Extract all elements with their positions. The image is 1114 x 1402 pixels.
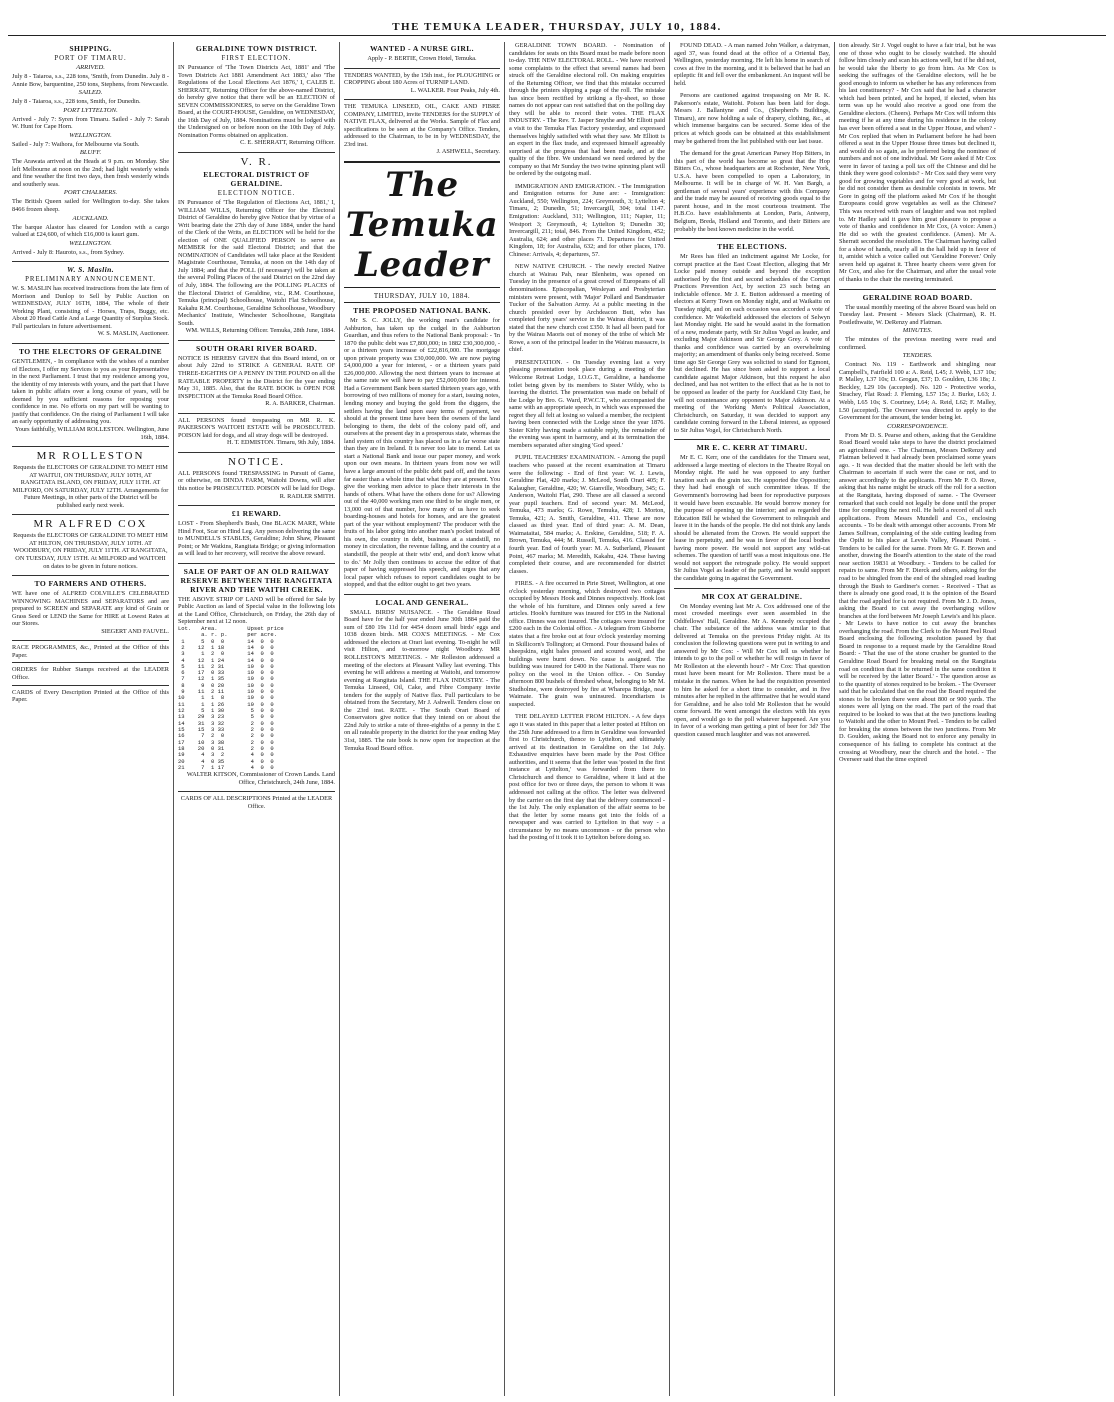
lyttelton-label: PORT LYTTELTON. [63, 106, 118, 114]
page-header [8, 14, 1106, 36]
geraldine-text: IN Pursuance of 'The Town Districts Act, 1881' and 'The Town Districts Act 1881 Amendment Act 1883,' also 'The Regulations of the Local Elections Act 1876,' I, CALEB E. SHERRATT, Returning Officer for the above-named District, do hereby give notice that there will be an ELECTION of SEVEN COMMISSIONERS, to serve on the Geraldine Town Board, at the COURT-HOUSE, Geraldine, on WEDNESDAY, the 16th Day of July, 1884. Nominations must be lodged with the Undersigned on or before noon on the 10th Day of July. Nomination Forms obtained on application. [178, 64, 335, 139]
lyttelton-text: Arrived - July 7: Syren from Timaru. Sailed - July 7: Sarah W. Hunt for Cape Horn. [12, 115, 169, 131]
divider [178, 452, 335, 453]
cox-article [674, 592, 830, 739]
geraldine-signature: C. E. SHERRATT, Returning Officer. [240, 139, 335, 147]
letter-item: THE DELAYED LETTER FROM HILTON. - A few days ago it was stated in this paper that a letter posted at Hilton on the 25th June addressed to a firm in Geraldine was forwarded first to Christchurch, thence to Lyttelton, and ultimately arrived at its destination in Geraldine on the 1st July. Exhaustive enquiries have been made by the Post Office authorities, and it seems that the letter was 'posted in the first instance at Lyttelton,' was forwarded from there to Christchurch and thence to Geraldine, where it laid at the post office for two or three days, the person to whom it was addressed not calling at the office. The letter was delivered by the carrier on the first day that the delivery commenced - the 1st July. The only explanation of the affair seems to be that the letter by some means got into the folds of a newspaper and was carried to Lyttelton in that way - a circumstance by no means uncommon - or the person who had the posting of it took it to Lyttelton before doing so. [509, 713, 665, 842]
divider [178, 413, 335, 414]
maslin-title: W. S. Maslin. [66, 265, 115, 275]
church-item: NEW NATIVE CHURCH. - The newly erected Native church at Wairau Pah, near Blenheim, was opened on Tuesday in the presence of a great crowd of Europeans of all denominations. Episcopalian, Wesleyan and Presbyterian ministers were present, with 'Major' Pollard and Bandmaster Tucker of the Salvation Army. At a public meeting in the church presided over by Archdeacon Butt, who has completed forty years' service in the Wairau district, it was stated that the new church cost £350. It had all been paid for by the Wairau Maoris out of money of the tribe of which Mr Rowe, a son of the principal leader in the Wairau massacre, is chief. [509, 263, 665, 354]
ploughing-signature: L. WALKER. Four Peaks, July 4th. [410, 86, 500, 94]
shipping-section [12, 44, 169, 256]
electoral-notice [178, 156, 335, 335]
persons-item: Persons are cautioned against trespassing on Mr R. K. Pakerson's estate, Waitohi. Poison has been laid for dogs. Messrs J. Ballantyne and Co., (Shepherd's Buildings, Timaru), are now holding a sale of drapery, clothing, &c., at which immense bargains can be secured. Some idea of the prices at which goods can be obtained at this establishment may be gathered from the list published with our last issue. [674, 92, 830, 145]
divider [674, 588, 830, 589]
electors-text: GENTLEMEN, - In compliance with the wishes of a number of Electors, I offer my Services to you as your Representative in the next Parliament. I trust that my residence among you, the identity of my interests with yours, and the part that I have taken in public affairs over a long course of years, will be deemed by you sufficient reasons for reposing your confidence in me. No efforts on my part will be wanting to justify that confidence. On the rising of Parliament I will take an early opportunity of addressing you. [12, 358, 169, 426]
divider [12, 446, 169, 447]
column-2 [174, 42, 340, 1396]
newspaper-banner: The Temuka Leader [344, 161, 500, 288]
geraldine-sub: FIRST ELECTION. [221, 55, 292, 62]
elections-article [674, 242, 830, 434]
road-board-title: GERALDINE ROAD BOARD. [862, 292, 973, 302]
fires-item: FIRES. - A fire occurred in Pirie Street, Wellington, at one o'clock yesterday morning, which destroyed two cottages occupied by Messrs Hook and Dinnes respectively. Hook lost the whole of his furniture, and Dinnes only saved a few articles. Hook's furniture was insured for £95 in the National office. Dinnes was not insured. The cottages were insured for £200 each in the Colonial office. - A telegram from Gisborne states that a fire broke out at four o'clock yesterday morning in Skillicorn's Tollington; at Ormond. Four thousand bales of sheepskins, eight bales pressed and scoured wool, and the buildings were burnt down. No cause is assigned. The building was insured for £400 in the National. There was no policy on the wool in the Union office. - On Sunday afternoon 800 bushels of threshed wheat, belonging to Mr M. Studholme, were destroyed by fire at Wharepa Bridge, near Waimate. The grain was uninsured. Incendiarism is suspected. [509, 580, 665, 708]
sale-notice [178, 567, 335, 786]
divider [178, 340, 335, 341]
divider [12, 343, 169, 344]
orari-text: NOTICE IS HEREBY GIVEN that this Board intend, on or about July 22nd to STRIKE A GENERAL RATE OF THREE-EIGHTHS OF A PENNY IN THE POUND on all the RATEABLE PROPERTY in the District for the year ending May 31, 1885. Also, that the RATE BOOK is OPEN FOR INSPECTION at the Temuka Road Board Office. [178, 354, 335, 400]
electoral-title: ELECTORAL DISTRICT OF GERALDINE. [203, 170, 310, 189]
divider [12, 685, 169, 686]
road-board-article [839, 293, 996, 764]
divider [674, 238, 830, 239]
local-general [344, 598, 500, 752]
found-dead-item: FOUND DEAD. - A man named John Walker, a dairyman, aged 37, was found dead at the office of a Oriental Bay, Wellington, yesterday morning. He left his home in search of cows at five in the morning, and it is believed that he had an epileptic fit and fell over the embankment. An inquest will be held. [674, 42, 830, 87]
linseed-text: THE TEMUKA LINSEED, OIL, CAKE AND FIBRE COMPANY, LIMITED, invite TENDERS for the SUPPLY of NATIVE FLAX, delivered at the Works. Sample of Flax and specifications to be seen at the Company's Office. Tenders, addressed to the Chairman, to be in by WEDNESDAY, the 23rd inst. [344, 103, 500, 148]
divider [344, 68, 500, 69]
maslin-ad [12, 265, 169, 338]
nurse-ad [344, 44, 500, 63]
geraldine-title: GERALDINE TOWN DISTRICT. [195, 44, 318, 53]
race-programmes-ad: RACE PROGRAMMES, &c., Printed at the Office of this Paper. [12, 644, 169, 659]
presentation-item: PRESENTATION. - On Tuesday evening last a very pleasing presentation took place during a meeting of the Welcome Retreat Lodge, I.O.G.T., Geraldine, a handsome toilet being given by its members to Sister Wildy, who is leaving the district. The presentation was made on behalf of the Lodge by Bro. G. Ward, P.W.C.T., who accompanied the same with an appropriate speech, in which was expressed the regret they all felt at losing so valued a member, the recipient having been connected with the Lodge since the year 1876. Sister Kirby having made a suitable reply, the remainder of the evening was spent in harmony, and at its termination the members separated after singing 'God speed.' [509, 358, 665, 449]
correspondence-label: CORRESPONDENCE. [887, 422, 948, 430]
divider [178, 152, 335, 153]
farmers-title: TO FARMERS AND OTHERS. [34, 579, 147, 589]
immigration-item: IMMIGRATION AND EMIGRATION. - The Immigration and Emigration returns for June are: - Immigration: Auckland, 550; Wellington, 224; Greymouth, 3; Lyttelton 4; Timaru, 2; Dunedin, 51; Invercargill, 304; total 1147. Emigration: Auckland, 311; Wellington, 111; Napier, 11; Westport 3; Greymouth, 4; Lyttelton 9; Dunedin 30; Invercargill, 211; total, 846. From the United Kingdom, 452; Australia, 624; and other places 71. Departures for United Kingdom, 18; for Australia, 632; and for other places, 170. Chinese: Arrivals, 4; departures, 57. [509, 182, 665, 258]
news-items-1: GERALDINE TOWN BOARD. - Nomination of candidates for seats on this Board must be made before noon to-day. THE NEW ELECTORAL ROLL. - We have received some complaints to the effect that several names had been struck off the Geraldine electoral roll. On making enquiries of the Returning Officer, we find that this mistake occurred through the printers slipping a page of the roll. The mistake has since been rectified by striking a fly-sheet, so those names do not appear can rest satisfied that on the polling day they will be able to record their votes. THE FLAX INDUSTRY. - The Rev. T. Jasper Smythe and Mr Elliott paid a visit to the Temuka Flax Factory yesterday, and expressed themselves highly satisfied with what they saw. Mr Elliott is an expert in the flax trade, and expressed himself agreeably surprised at the progress that had been made, and at the quality of the fibre. We understand we need ordered by the company so that Mr Sunday the two twine spinning plant will be ordered by the outgoing mail. [509, 42, 665, 178]
elections-title: THE ELECTIONS. [717, 242, 787, 252]
cox-text: On Monday evening last Mr A. Cox addressed one of the most crowded meetings ever seen assembled in the Oddfellows' Hall, Geraldine. Mr A. Kennedy occupied the chair. The substance of the address was similar to that delivered at Temuka on the previous Friday night. At its conclusion the following questions were put in writing to and answered by Mr Cox: - Will Mr Cox tell us whether he intends to go to the poll or whether he will resign in favor of Mr Rolleston at the eleventh hour? - Mr Cox: That question must have been meant for Mr Rolleston. There must be a mistake in the names. When he had the requisition presented to him he asked for a short time to consider, and in five minutes after he replied in the affirmative that he would stand for Geraldine, and he also told Mr Rolleston that he would come forward. He went amongst the electors with his eyes open, and would go to the poll whatever happened. Are you in favor of a working man getting a pint of beer for 3d? The question caused much laughter and was not answered. [674, 602, 830, 738]
maslin-sub: PRELIMINARY ANNOUNCEMENT. [25, 276, 156, 284]
divider [839, 289, 996, 290]
road-board-text: The usual monthly meeting of the above Board was held on Tuesday last. Present - Messrs Slack (Chairman), R. H. Postlethwaite, W. DeRenzy and Flatman. [839, 303, 996, 326]
orari-title: SOUTH ORARI RIVER BOARD. [196, 343, 317, 353]
correspondence-text: From Mr D. S. Pearse and others, asking that the Geraldine Road Board would take steps to have the district proclaimed an agricultural one. - The Chairman, Messrs DeRenzy and Flatman believed it had already been proclaimed some years ago. - It was decided that the matter should be left with the Chairman to ascertain if such were the case or not, and to answer accordingly to the applicants. From Mr P. O. Rowe, asking that his name might be struck off the roll for a section at the Rangitata, having disposed of same. - The Overseer remarked that such could not legally be done until the proper time for compiling the next roll. He held a record of all such applications. From Messrs Mundell and Co., enclosing accounts. - To be dealt with amongst other accounts. From Mr James Sullivan, complaining of the side cutting leading from the Opihi to his place at Levels Valley, Pleasant Point. - Tenders to be called for the same. From Mr G. F. Brown and another, drawing the Board's attention to the state of the road near section 19831 at Woodbury. - Tenders to be called for repairs to same. From Mr F. Dierck and others, asking for the road to be shingled from the end of the shingled road leading through the Bush to Gardiner's corner. - Received - That as there is already one good road, it is the opinion of the Board that the road applied for is not required. From Mr J. D. Jones, asking the Board to cut away the overhanging willow branches at the ford between Mr Joseph Lewis's and his place. - Mr Lewis to have notice to cut away the branches overhanging the road. From the Clerk to the Mount Peel Road Board enclosing the following resolution passed by that Board in response to a request made by the Geraldine Road Board: - 'That the use of the stone crusher be granted to the Geraldine Road Board for breaking metal on the Rangitata road on condition that it be returned in the same condition it will be received by the latter Board.' - The question arose as to the quantity of stones required to be broken. - The Overseer said that he calculated that on the road the Board required the stones to be broken there were about 800 or 900 yards. The stones were all lying on the road. The part of the road that required to be looked to was that at the two junctions leading to Waitohi and the other to Mount Peel. - Tenders to be called for breaking the stones between the two junctions. From Mr D. Goulden, asking the Board not to enforce any penalty in consequence of his failing to complete his contract at the crossing at Woodbury, near the church and the hotel. - The Overseer said that the time expired [839, 431, 996, 764]
rolleston-name: MR ROLLESTON [36, 450, 145, 463]
minutes-text: The minutes of the previous meeting were read and confirmed. [839, 336, 996, 351]
divider [178, 791, 335, 792]
maslin-text: W. S. MASLIN has received instructions from the late firm of Morrison and Dunlop to Sell by Public Auction on WEDNESDAY, JULY 16TH, 1884, The whole of their Working Plant, consisting of - Horses, Traps, Buggy, etc. About 20 Head Cattle And a Large Quantity of Surplus Stock. Full particulars in future advertisement. [12, 285, 169, 330]
sale-title: SALE OF PART OF AN OLD RAILWAY RESERVE BETWEEN THE RANGITATA RIVER AND THE WAITHI CREEK. [180, 566, 333, 594]
chalmers-label: PORT CHALMERS. [63, 189, 118, 197]
trespass-signature: H. T. EDMISTON. Timaru, 9th July, 1884. [226, 439, 335, 447]
electors-signature: Yours faithfully, WILLIAM ROLLESTON. Wellington, June 16th, 1884. [14, 425, 169, 441]
electoral-text: IN Pursuance of 'The Regulation of Elections Act, 1881,' I, WILLIAM WILLS, Returning Officer for the Electoral District of Geraldine do hereby give Notice that by virtue of a Writ bearing date the 27th day of June 1884, under the hand of the Clerk of the Writs, an ELECTION will be held for the election of ONE QUALIFIED PERSON to serve as MEMBER for the said Electoral District; and that the NOMINATION of Candidates will take place at the Resident Magistrate Courthouse, Temuka, at noon on the 14th day of July 1884; and that the POLL (if necessary) will be taken at the several Polling Places of the said District on the 22nd day of July, 1884. The following are the POLLING PLACES of the Electoral District of Geraldine, viz., R.M. Courthouse, Temuka (principal) Schoolhouse, Waitohi Flat Schoolhouse, Kakahu R.M. Courthouse, Geraldine Schoolhouse, Woodbury Mechanics' Institute, Winchester Schoolhouse, Rangitata South. [178, 199, 335, 327]
electors-title: TO THE ELECTORS OF GERALDINE [18, 347, 162, 357]
minutes-label: MINUTES. [902, 327, 933, 335]
orari-signature: R. A. BARKER, Chairman. [265, 400, 335, 408]
kerr-article [674, 443, 830, 582]
electoral-signature: WM. WILLS, Returning Officer. Temuka, 28th June, 1884. [185, 327, 335, 335]
bluff-text: The Arawata arrived at the Heads at 9 p.m. on Monday. She left Melbourne at noon on the 2nd; had light westerly winds and fine weather the first two days, then fresh westerly winds and southerly seas. [12, 158, 169, 188]
port-title: PORT OF TIMARU. [54, 55, 127, 62]
kerr-title: MR E. C. KERR AT TIMARU. [696, 443, 808, 453]
sailed-label: SAILED. [78, 89, 103, 97]
divider [674, 439, 830, 440]
auckland-text: The barque Alastor has cleared for London with a cargo valued at £24,600, of which £16,000 is kauri gum. [12, 223, 169, 239]
cox-article-continued: tion already. Sir J. Vogel ought to have a fair trial, but he was one of those who ought to be closely watched. He should follow him closely and scan his actions well, but if he did not, he would take the liberty to go from him. As Mr Cox is seeking the suffrages of the Geraldine electors, will he be good enough to inform us whether he has any references from his last constituency? - Mr Cox said that he had a character which had been printed, and he hoped, if elected, when his term was up he would also receive a good one from the Geraldine electors. (Cheers). Perhaps Mr Cox will inform this meeting if he at any time during his residence in the colony has ever been offered a seat in the Upper House, and when? - Mr Cox replied that when in Parliament before he had been offered a seat in the Upper House three times but declined it, and would do so again, as he preferred being the nominee of numbers and not of one individual. Mr Gore asked if Mr Cox were in favor of taxing a poll tax off the Chinese and did he think they were good colonists? - Mr Cox said they were very good for growing vegetables and for very good at work, but he did not consider them as desirable colonists in towns. Mr Gore in going off the platform asked Mr Cox if he thought Europeans could grow vegetables as well as the Chinese? This was received with roars of laughter and was not replied to. Mr Hadley said it gave him great pleasure to propose a vote of thanks and confidence in Mr Cox, (A voice: Amen.) He did so with the greatest confidence. (Amen). Mr A. Sherratt seconded the resolution. The Chairman having called for a show of hands, nearly all in the hall held up in favor of it, amidst which a voice called out 'Geraldine Forever.' Only seven held up against it. Three hearty cheers were given for Mr Cox, and also for the Chairman, and after the usual vote of thanks to the chair the meeting terminated. [839, 42, 996, 283]
maslin-signature: W. S. MASLIN, Auctioneer. [97, 330, 169, 338]
cox-text: Requests the ELECTORS OF GERALDINE TO MEET HIM AT HILTON, ON THURSDAY, JULY 10TH. AT WOODBURY, ON FRIDAY, JULY 11TH. AT RANGITATA, ON TUESDAY, JULY 15TH. At MILFORD and WAITOHI on dates to be given in future notices. [13, 532, 168, 570]
rubber-stamps-ad: ORDERS for Rubber Stamps received at the LEADER Office. [12, 666, 169, 681]
orari-notice [178, 344, 335, 408]
wellington2-label: WELLINGTON. [69, 239, 112, 247]
wellington2-text: Arrived - July 8: Hauroto, s.s., from Sydney. [12, 248, 125, 256]
bluff-label: BLUFF. [79, 149, 102, 157]
kerr-text: Mr E. C. Kerr, one of the candidates for the Timaru seat, addressed a large meeting of electors in the Theatre Royal on Monday night. He said he was opposed to any further taxation such as the grain tax. He supported the Opposition; they had had enough of such committee ideas. If the Government's borrowing had been for reproductive purposes it would have been excusable. He would borrow money for the purpose of opening up the interior; and as regarded the Education Bill he wished the Government to relinquish and leave it in the hands of the people. He did not think any lands should be alienated from the Crown. He would support the lease in perpetuity, and he was in favor of the local bodies having more power. He would not support any wild-cat schemes. The question of tariff was a most iniquitous one. He would not support the retrograde policy. He would support Sir Julius Vogel as leader of the party, and he would support the candidate going in against the Government. [674, 454, 830, 582]
geraldine-town-notice [178, 44, 335, 147]
column-4 [505, 42, 670, 1396]
sale-table: Lot. Area. Upset price a. r. p. per acre. 1 5 0 0 14 0 0 2 12 1 18 14 0 0 3 1 2 0 14 0 0 4 12 1 24 14 0 0 5 11 2 31 10 0 0 6 17 0 33 10 0 0 7 12 1 35 10 0 0 8 9 0 20 10 0 0 9 11 2 11 10 0 0 10 1 1 8 10 0 0 11 1 1 26 10 0 0 12 5 1 30 5 0 0 13 29 3 23 5 0 0 14 31 3 32 2 0 0 15 15 3 33 2 0 0 16 7 2 0 2 0 0 17 10 3 38 2 0 0 18 20 0 31 2 0 0 19 4 3 2 4 0 0 20 4 0 35 4 0 0 21 7 1 17 4 0 0 [178, 624, 284, 771]
farmers-signature: SIEGERT AND FAUVEL. [101, 627, 169, 635]
notice-title: NOTICE. [227, 455, 286, 468]
divider [12, 662, 169, 663]
column-3 [340, 42, 505, 1396]
nurse-text: Apply - P. BERTIE, Crown Hotel, Temuka. [367, 55, 477, 62]
hop-bitters-item: The demand for the great American Parsey Hop Bitters, in this part of the world has become so great that the Hop Bitters Co., whose headquarters are at Rochester, New York, U.S.A. have been compelled to open a Laboratory, in Melbourne. It will be in charge of W. H. Van Bargh, a gentleman of several years' experience with this Company and the trade may be assured of receiving goods equal to the parent house, and in the most courteous treatment. The H.B.Co. have establishments at London, Paris, Antwerp, Belgium, Breda, Holland and Toronto, and their Bitters are probably the best known medicine in the world. [674, 150, 830, 233]
dinda-notice [178, 456, 335, 500]
divider [178, 505, 335, 506]
auckland-label: AUCKLAND. [72, 214, 109, 222]
divider [344, 99, 500, 100]
cards-ad: CARDS of Every Description Printed at the Office of this Paper. [12, 688, 169, 704]
columns [8, 42, 1106, 1396]
arrived-label: ARRIVED. [76, 64, 105, 71]
sale-signature: WALTER KITSON, Commissioner of Crown Lands. Land Office, Christchurch, 24th June, 1884. [186, 771, 335, 786]
chalmers-text: The British Queen sailed for Wellington to-day. She takes 8466 frozen sheep. [12, 198, 169, 214]
notice-signature: R. RADLER SMITH. [279, 492, 335, 500]
wellington-text: Sailed - July 7: Waihora, for Melbourne via South. [12, 140, 140, 148]
column-5 [670, 42, 835, 1396]
tenders-text: Contract No. 119 - Earthwork and shingling near Campbell's, Fairfield 100 a: A. Reid, L45; J. Webb, L37 10s; P. Malley, L37 10s; D. Grogan, £37; D. Goulden, L36 18s; J. Beckley, L29 10s (accepted). No. 120 - Protective works, Strachey, Flat Road: J. Fleming, L57 15s; J. Burke, L63; J. Webb, L65 10s; S. Courtney, L64; A. Reid, L62; F. Malley, L50 (accepted). The Overseer was directed to apply to the Government for the amount, the tender being let. [839, 361, 996, 422]
elections-text: Mr Rees has filed an indictment against Mr Locke, for corrupt practice at the East Coast Election, alleging that Mr Locke paid money outside and beyond the exception authorised by the first and second schedules of the Corrupt Practices Prevention Act, by section 23 such being an indictable offence. Mr J. E. Button addressed a meeting of electors at Kerry Town on Monday night, and at Waikaitu on Tuesday night, and on each occasion was accorded a vote of confidence. Mr Wakefield addressed the electors of Selwyn last Monday night. He said he would assist in the formation of a new, moderate party, with Sir Julius Vogel as leader, and excluding Major Atkinson and Sir George Grey. A vote of thanks and confidence was carried by an overwhelming majority; an amendment of thanks only being received. Some time ago Sir George Grey was solicited to stand for Egmont, but declined. He has since been asked to support a local candidate against Major Atkinson, but this request he also declined, and has not written to the effect that as he is not to be opposed as leader of the party for Auckland City East, he will not countenance any opponent to Major Atkinson. At a meeting of the Working Men's Political Association, Christchurch, on Saturday, it was decided to support any candidate coming forward in the Liberal interest, as opposed to Sir Julius Vogel, for Christchurch North. [674, 253, 830, 434]
wellington-label: WELLINGTON. [69, 131, 112, 139]
divider [12, 575, 169, 576]
local-text: SMALL BIRDS' NUISANCE. - The Geraldine Road Board have for the half year ended June 30th 1884 paid the sum of £80 19s 11d for 4454 dozen small birds' eggs and 1038 dozen birds. MR COX'S MEETINGS. - Mr Cox addressed the electors at Orari last evening. To-night he will visit Hilton, and to-morrow night Woodbury. MR ROLLESTON'S MEETINGS. - Mr Rolleston addressed a meeting of the electors at Pleasant Valley last evening. This evening he will address a meeting at Waitohi, and tomorrow evening at Rangitata Island. THE FLAX INDUSTRY. - The Temuka Linseed, Oil, Cake, and Fibre Company invite tenders for the supply of Native flax. Full particulars to be obtained from the Secretary, Mr J. Ashwell. Tenders close on the 23rd inst. RATE. - The South Orari Board of Conservators give notice that they intend on or about the 22nd July to strike a rate of three-eighths of a penny in the £ on all rateable property in the district for the year ending May 31st, 1885. The rate book is now open for inspection at the Temuka Road Board office. [344, 608, 500, 752]
local-title: LOCAL AND GENERAL. [375, 597, 469, 607]
tenders-label: TENDERS. [902, 352, 933, 360]
linseed-tender [344, 103, 500, 156]
electors-ad [12, 347, 169, 441]
linseed-signature: J. ASHWELL, Secretary. [436, 148, 500, 156]
notice-text: ALL PERSONS found TRESPASSING in Pursuit of Game, or otherwise, on DINDA FARM, Waitohi Downs, will after this notice be PROSECUTED. POISON will be laid for Dogs. [178, 469, 335, 492]
cox-name: MR ALFRED COX [33, 518, 148, 531]
bank-title: THE PROPOSED NATIONAL BANK. [353, 306, 491, 316]
sailed-text: July 8 - Taiaroa, s.s., 228 tons, Smith, for Dunedin. [12, 98, 141, 106]
divider [12, 261, 169, 262]
ploughing-tender [344, 72, 500, 95]
sale-text: THE ABOVE STRIP OF LAND will be offered for Sale by Public Auction as land of Special value in the following lots at the Land Office, Christchurch, on Friday, the 26th day of September next at 12 noon. [178, 595, 335, 626]
divider [344, 594, 500, 595]
trespass-text: ALL PERSONS found trespassing on MR R. K. PAKERSON'S WAITOHI ESTATE will be PROSECUTED. POISON laid for dogs, and all stray dogs will be destroyed. [178, 416, 335, 439]
bank-text: Mr S. C. JOLLY, the working man's candidate for Ashburton, has taken up the cudgel in the Ashburton Guardian, and thus refers to the National Bank proposal: - 'In 1870 the public debt was £7,800,000; in 1882 £30,300,000, - or a thirteen years increase of £22,816,000. The mortgage upon private property was £30,000,000. We are now paying £4,000,000 a year for interest, - or a thirteen years paid £26,000,000. Allowing the next thirteen years to increase at the same rate we will have to pay £52,000,000 for interest. Had a Government Bank been started thirteen years ago, with borrowing of two millions of money for a start, issuing notes, lending money and buying the gold from the diggers, the settlers having the land upon easy terms of payment, we should at the present time have been the owners of the land belonging to them, the debt of the colony paid off, and ourselves at the present day in a prosperous state, whereas the land system of this country has placed us in a far worse state than they are in Ireland. It is never too late to mend. Let us start a National Bank and issue our paper money, and work upon our own means. In thirteen years from now we will have a large amount of the public debt paid off, and the taxes far easier than a whole time that what they are at present. You give the working men advice to place their interests in the hands of others. What have the others done for us? Allowing out of the 40,000 working men one third to be single men, or 13,000 out of that number, how many of us have to seek boarding-houses and hotels for homes, and are the greatest part of the year without employment? The producer with the fruits of his labor going into another man's pocket instead of his own, the country in debt, business at a standstill, no money in circulation, the revenue falling, and the country at a standstill, the people at their wits' end, and don't know what to do.' Mr Jolly then continues to accuse the editor of that paper of having suppressed his speech, and urges that any local paper which refuses to report candidates ought to be stopped, and that the editor ought to get two years. [344, 317, 500, 589]
bank-article [344, 306, 500, 589]
trespass-notice [178, 417, 335, 447]
rolleston-text: Requests the ELECTORS OF GERALDINE TO MEET HIM AT WAITUI, ON THURSDAY, JULY 10TH, AT RANGITATA ISLAND, ON FRIDAY, JULY 11TH. AT MILFORD, ON SATURDAY, JULY 12TH. Arrangements for Future Meetings, in other parts of the District will be published early next week. [12, 464, 169, 509]
rolleston-ad [12, 450, 169, 509]
pupil-teachers-item: PUPIL TEACHERS' EXAMINATION. - Among the pupil teachers who passed at the recent examination at Timaru were the following: - End of first year: W. J. Lewis, Geraldine Flat, 420 marks; J. McLeod, South Orari 405; F. Kalaugher, Geraldine, 420; W. Gianville, Woodbury, 345; G. Anderson, Waitohi Flat, 290. These are all classed a second year pupil teachers. End of second year: M. McLeod, Temuka, 473 marks; G. Rowe, Temuka, 428; I. Morton, Temuka, 421; A. Smith, Geraldine, 411. These are now classed as third year. End of third year: A. M. Dean, Waimataitai, 584 marks; A. Erskine, Geraldine, 518; F. A. Brown, Temuka, 444; M. Russell, Temuka, 416. Classed for fourth year. End of fourth year: M. A. Sutherland, Pleasant Point, 467 marks; M. Meredith, Kakahu, 424. These having completed their course, and are recommended for district classes. [509, 454, 665, 575]
electoral-sub: ELECTION NOTICE. [217, 190, 296, 198]
divider [178, 563, 335, 564]
reward-title: £1 REWARD. [231, 509, 282, 519]
arrived-text: July 8 - Taiaroa, s.s., 228 tons, 'Smith, from Dunedin. July 8 - Annie Bow, barquentine, 250 tons, Stephens, from Newcastle. [12, 73, 169, 88]
reward-text: LOST - From Shepherd's Bush, One BLACK MARE, White Hind Foot, Scar on Hind Leg. Any person delivering the same to MUNDELL'S STABLES, Geraldine; John Shaw, Pleasant Point; or Mr Watkins, Rangitata Bridge; or giving information as will lead to her recovery, will receive the above reward. [178, 520, 335, 558]
cox-ad [12, 518, 169, 570]
shipping-title: SHIPPING. [69, 44, 112, 53]
page-header-title: THE TEMUKA LEADER, THURSDAY, JULY 10, 1884. [392, 21, 722, 33]
vr-mark: V. R. [240, 156, 273, 169]
divider [12, 640, 169, 641]
column-1 [8, 42, 174, 1396]
issue-date: THURSDAY, JULY 10, 1884. [344, 291, 500, 303]
farmers-ad [12, 579, 169, 635]
reward-notice [178, 509, 335, 558]
farmers-text: WE have one of ALFRED COLVILLE'S CELEBRATED WINNOWING MACHINES and SEPARATORS and are prepared to SCREEN and SEPARATE any kind of Grain or Grass Seed or LEND the Same for HIRE at Lowest Rates at our Stores. [12, 590, 169, 628]
divider [12, 514, 169, 515]
ploughing-text: TENDERS WANTED, by the 15th inst., for PLOUGHING or CROPPING about 180 Acres of TURNIP LAND. [344, 71, 500, 87]
cards-ad-2: CARDS OF ALL DESCRIPTIONS Printed at the LEADER Office. [180, 795, 333, 810]
cox-title: MR COX AT GERALDINE. [701, 591, 803, 601]
nurse-title: WANTED - A NURSE GIRL. [370, 44, 474, 53]
column-6 [835, 42, 1000, 1396]
